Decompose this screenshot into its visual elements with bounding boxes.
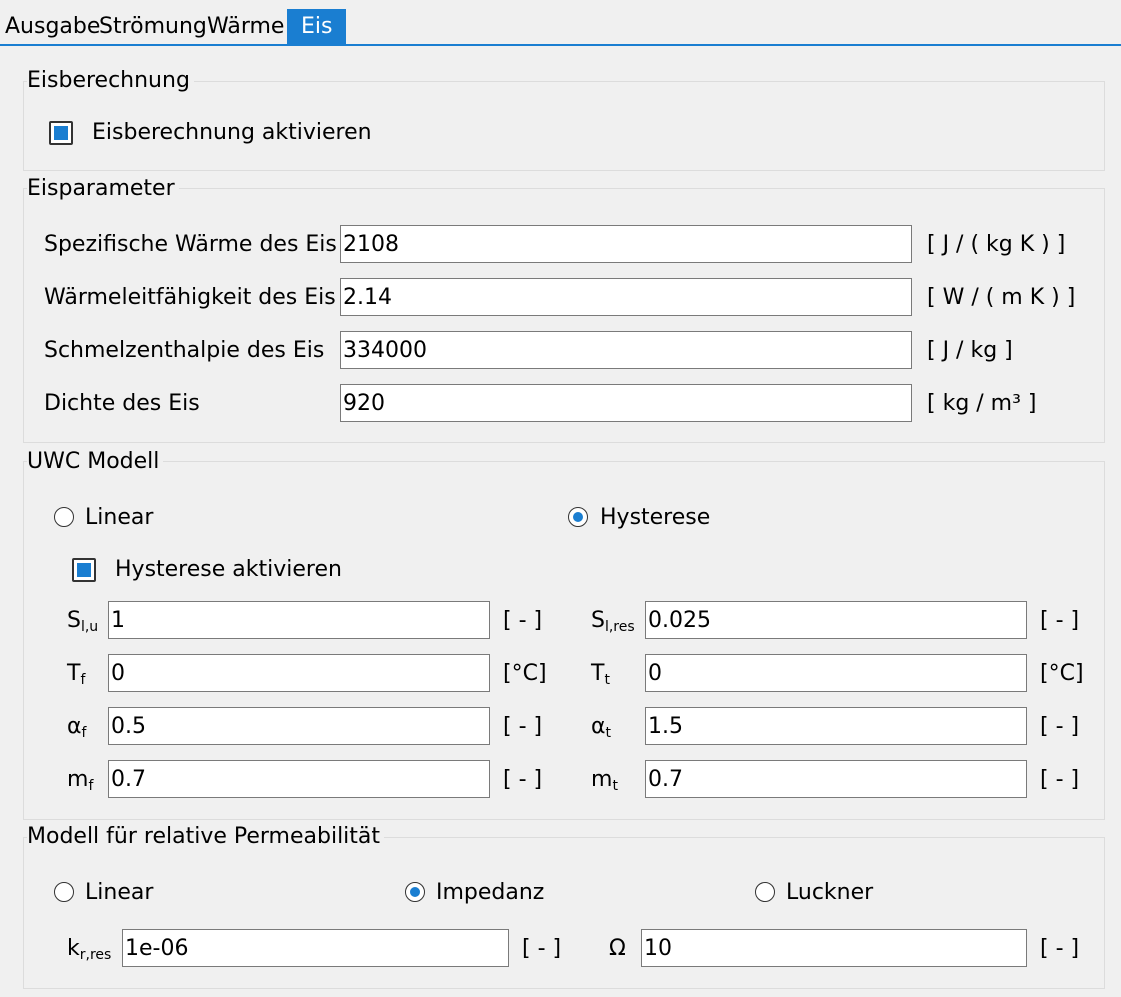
spezifische-waerme-input[interactable] [340, 225, 912, 263]
symbol-m-f: $m_f$ [67, 767, 94, 794]
unit-waermeleitfaehigkeit: [ W / ( m K ) ] [927, 285, 1076, 310]
symbol-s-lu: $S_{l,u}$ [67, 608, 99, 635]
dichte-input[interactable] [340, 384, 912, 422]
unit-kr-res: [ - ] [522, 936, 562, 961]
unit-spezifische-waerme: [ J / ( kg K ) ] [927, 232, 1066, 257]
t-t-input[interactable] [645, 654, 1027, 692]
unit-m-f: [ - ] [503, 767, 543, 792]
eisberechnung-checkbox[interactable] [49, 121, 73, 145]
uwc-radio-linear-label[interactable]: Linear [85, 505, 154, 530]
waermeleitfaehigkeit-input[interactable] [340, 278, 912, 316]
perm-radio-luckner-label[interactable]: Luckner [786, 880, 874, 905]
hysterese-checkbox-label[interactable]: Hysterese aktivieren [115, 557, 342, 582]
group-title-eisparameter: Eisparameter [27, 176, 179, 201]
symbol-t-f: $T_f$ [67, 661, 86, 688]
symbol-kr-res: $k_{r,res}$ [67, 936, 112, 963]
unit-t-t: [°C] [1040, 661, 1084, 686]
group-title-permeabilitaet: Modell für relative Permeabilität [27, 824, 384, 849]
perm-radio-impedanz-label[interactable]: Impedanz [436, 880, 545, 905]
unit-alpha-f: [ - ] [503, 714, 543, 739]
symbol-alpha-f: $\alpha_f$ [67, 714, 87, 741]
kr-res-input[interactable] [122, 929, 509, 967]
perm-radio-linear[interactable] [54, 882, 74, 902]
uwc-radio-linear[interactable] [54, 507, 74, 527]
alpha-t-input[interactable] [645, 707, 1027, 745]
t-f-input[interactable] [108, 654, 490, 692]
tab-stroemung[interactable]: Strömung [99, 14, 207, 39]
unit-omega: [ - ] [1040, 936, 1080, 961]
group-title-eisberechnung: Eisberechnung [27, 68, 194, 93]
s-lres-input[interactable] [645, 601, 1027, 639]
label-waermeleitfaehigkeit: Wärmeleitfähigkeit des Eis [44, 285, 336, 310]
uwc-radio-hysterese[interactable] [568, 507, 588, 527]
symbol-omega: Ω [609, 936, 626, 961]
symbol-s-lres: $S_{l,res}$ [591, 608, 635, 635]
tab-waerme[interactable]: Wärme [207, 14, 285, 39]
alpha-f-input[interactable] [108, 707, 490, 745]
unit-s-lu: [ - ] [503, 608, 543, 633]
perm-radio-impedanz[interactable] [405, 882, 425, 902]
m-t-input[interactable] [645, 760, 1027, 798]
eisberechnung-checkbox-label[interactable]: Eisberechnung aktivieren [92, 120, 372, 145]
label-schmelzenthalpie: Schmelzenthalpie des Eis [44, 338, 325, 363]
tab-eis[interactable]: Eis [287, 9, 346, 44]
unit-m-t: [ - ] [1040, 767, 1080, 792]
unit-s-lres: [ - ] [1040, 608, 1080, 633]
label-spezifische-waerme: Spezifische Wärme des Eis [44, 232, 337, 257]
unit-alpha-t: [ - ] [1040, 714, 1080, 739]
unit-t-f: [°C] [503, 661, 547, 686]
tab-bar [0, 0, 1121, 46]
omega-input[interactable] [641, 929, 1027, 967]
group-title-uwc: UWC Modell [27, 449, 163, 474]
unit-schmelzenthalpie: [ J / kg ] [927, 338, 1013, 363]
s-lu-input[interactable] [108, 601, 490, 639]
symbol-t-t: $T_t$ [591, 661, 610, 688]
perm-radio-linear-label[interactable]: Linear [85, 880, 154, 905]
symbol-alpha-t: $\alpha_t$ [591, 714, 612, 741]
unit-dichte: [ kg / m³ ] [927, 391, 1037, 416]
m-f-input[interactable] [108, 760, 490, 798]
tab-ausgabe[interactable]: Ausgabe [5, 14, 101, 39]
perm-radio-luckner[interactable] [755, 882, 775, 902]
hysterese-checkbox[interactable] [72, 558, 96, 582]
uwc-radio-hysterese-label[interactable]: Hysterese [600, 505, 711, 530]
symbol-m-t: $m_t$ [591, 767, 618, 794]
schmelzenthalpie-input[interactable] [340, 331, 912, 369]
label-dichte: Dichte des Eis [44, 391, 200, 416]
